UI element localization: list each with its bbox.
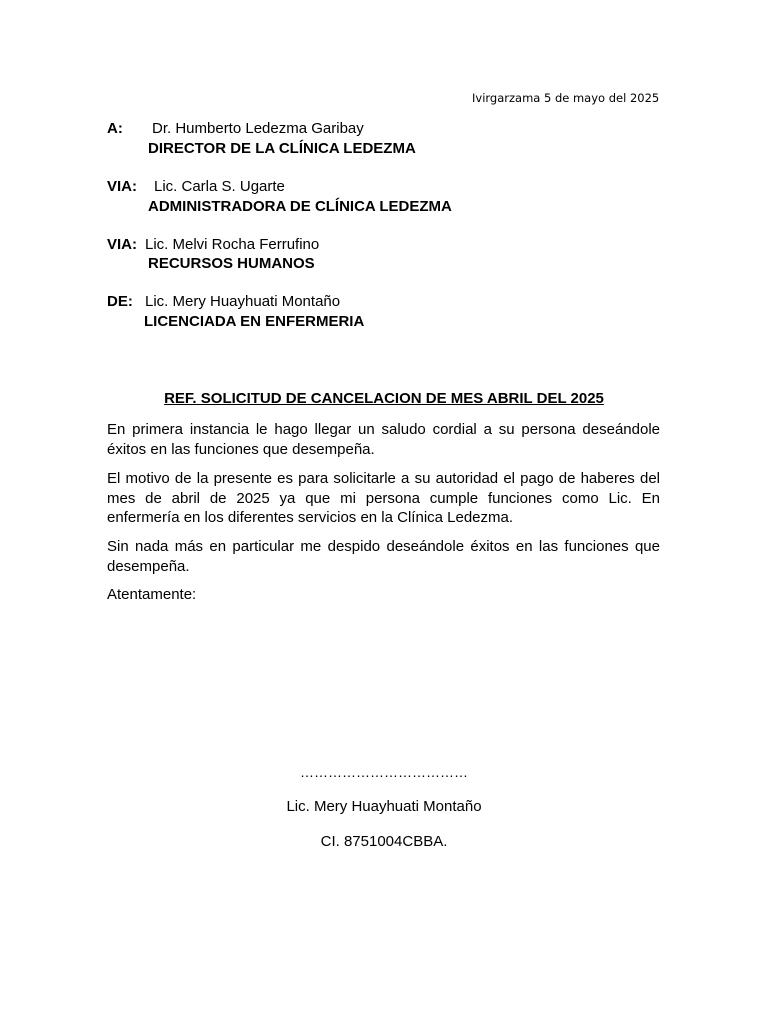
- body-paragraph-2: El motivo de la presente es para solicitarle a su autoridad el pago de haberes del mes de abril de 2025 ya que mi persona cumple funciones como Lic. En enfermería en los diferentes servicios en la Clínica Ledezma.: [107, 470, 660, 526]
- recipient-via-2-name: Lic. Melvi Rocha Ferrufino: [145, 236, 320, 253]
- reference-line: REF. SOLICITUD DE CANCELACION DE MES ABRIL DEL 2025: [164, 390, 604, 407]
- body-paragraph-1: En primera instancia le hago llegar un saludo cordial a su persona deseándole éxitos en las funciones que desempeña.: [107, 421, 660, 458]
- sender: [107, 293, 133, 311]
- recipient-via-1: [107, 178, 137, 196]
- recipient-via-1-title: ADMINISTRADORA DE CLÍNICA LEDEZMA: [148, 198, 452, 215]
- signature-id: CI. 8751004CBBA.: [320, 833, 448, 850]
- sender-name: Lic. Mery Huayhuati Montaño: [145, 293, 341, 310]
- recipient-to-title: DIRECTOR DE LA CLÍNICA LEDEZMA: [148, 140, 416, 157]
- letter-date: Ivirgarzama 5 de mayo del 2025: [472, 91, 660, 105]
- closing: Atentamente:: [107, 586, 197, 603]
- sender-title: LICENCIADA EN ENFERMERIA: [144, 313, 365, 330]
- recipient-via-1-name: Lic. Carla S. Ugarte: [154, 178, 285, 195]
- recipient-via-2-label: VIA:: [107, 236, 137, 253]
- sender-label: DE:: [107, 293, 133, 310]
- recipient-to: [107, 120, 123, 138]
- recipient-to-label: A:: [107, 120, 123, 137]
- recipient-via-2: [107, 236, 137, 254]
- recipient-via-2-title: RECURSOS HUMANOS: [148, 255, 315, 272]
- recipient-via-1-label: VIA:: [107, 178, 137, 195]
- signature-line: ………………………………: [300, 764, 468, 780]
- signature-name: Lic. Mery Huayhuati Montaño: [286, 798, 482, 815]
- recipient-to-name: Dr. Humberto Ledezma Garibay: [152, 120, 364, 137]
- body-paragraph-3: Sin nada más en particular me despido deseándole éxitos en las funciones que desempeña.: [107, 538, 660, 575]
